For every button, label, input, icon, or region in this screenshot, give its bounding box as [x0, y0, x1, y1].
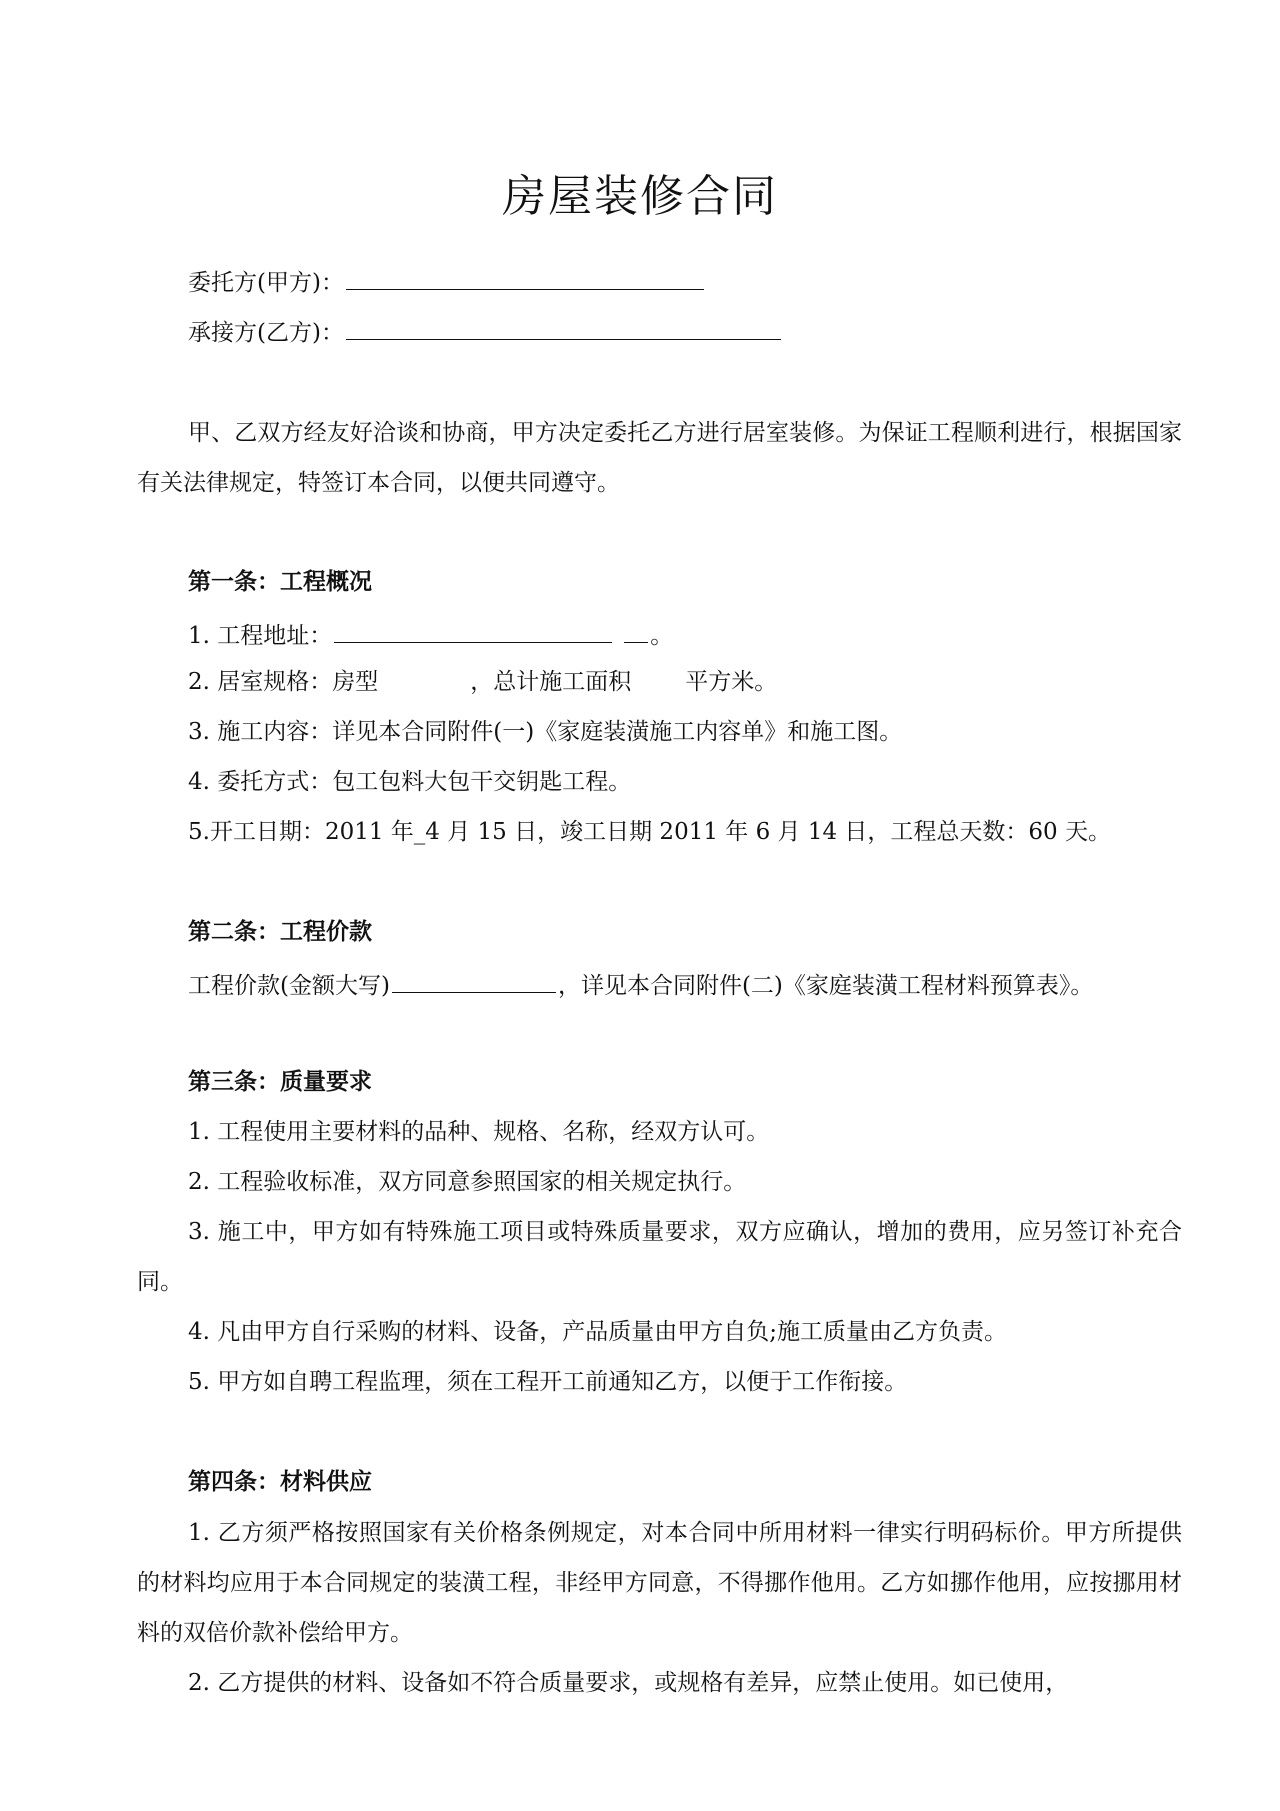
- art2-text-a: 工程价款(金额大写): [188, 973, 390, 999]
- art3-item5: 5. 甲方如自聘工程监理，须在工程开工前通知乙方，以便于工作衔接。: [188, 1369, 908, 1395]
- art2-text: [188, 966, 1093, 1002]
- art1-item5: 5.开工日期：2011 年_4 月 15 日，竣工日期 2011 年 6 月 14 日，工程总天数：60 天。: [188, 819, 1111, 845]
- party-b-blank[interactable]: [346, 313, 781, 340]
- art3-item4: 4. 凡由甲方自行采购的材料、设备，产品质量由甲方自负;施工质量由乙方负责。: [188, 1319, 1008, 1345]
- art3-item3: 3. 施工中，甲方如有特殊施工项目或特殊质量要求，双方应确认，增加的费用，应另签订补充合同。: [137, 1219, 1182, 1295]
- art1-item2-b: ，总计施工面积: [470, 669, 632, 695]
- article-1-heading: 第一条：工程概况: [188, 568, 372, 595]
- art1-item2-a: 2. 居室规格：房型: [188, 669, 379, 695]
- intro-paragraph: 甲、乙双方经友好洽谈和协商，甲方决定委托乙方进行居室装修。为保证工程顺利进行，根据国家有关法律规定，特签订本合同，以便共同遵守。: [137, 420, 1182, 496]
- address-blank-2[interactable]: [624, 616, 648, 643]
- article-2-heading: 第二条：工程价款: [188, 918, 372, 945]
- page-title: 房屋装修合同: [502, 171, 778, 222]
- art2-text-b: ，详见本合同附件(二)《家庭装潢工程材料预算表》。: [557, 973, 1094, 999]
- art3-item1: 1. 工程使用主要材料的品种、规格、名称，经双方认可。: [188, 1119, 770, 1145]
- party-a-line: [188, 263, 706, 299]
- party-a-label: 委托方(甲方)：: [188, 270, 344, 296]
- art4-item2: 2. 乙方提供的材料、设备如不符合质量要求，或规格有差异，应禁止使用。如已使用，: [188, 1670, 1069, 1696]
- party-a-blank[interactable]: [346, 263, 704, 290]
- article-4-heading: 第四条：材料供应: [188, 1468, 372, 1495]
- party-b-line: [188, 313, 783, 349]
- art1-item1: [188, 616, 673, 652]
- art1-item2: [188, 666, 777, 698]
- party-b-label: 承接方(乙方)：: [188, 320, 344, 346]
- price-blank[interactable]: [392, 966, 556, 993]
- art1-item3: 3. 施工内容：详见本合同附件(一)《家庭装潢施工内容单》和施工图。: [188, 719, 903, 745]
- art1-item2-c: 平方米。: [685, 669, 778, 695]
- art1-item1-tail: 。: [650, 623, 674, 649]
- article-3-heading: 第三条：质量要求: [188, 1068, 372, 1095]
- art1-item1-label: 1. 工程地址：: [188, 623, 333, 649]
- art3-item2: 2. 工程验收标准，双方同意参照国家的相关规定执行。: [188, 1169, 747, 1195]
- art4-item1: 1. 乙方须严格按照国家有关价格条例规定，对本合同中所用材料一律实行明码标价。甲方所提供的材料均应用于本合同规定的装潢工程，非经甲方同意，不得挪作他用。乙方如挪作他用，应按挪用材料的双倍价款补偿给甲方。: [137, 1520, 1182, 1646]
- address-blank[interactable]: [334, 616, 612, 643]
- art1-item4: 4. 委托方式：包工包料大包干交钥匙工程。: [188, 769, 632, 795]
